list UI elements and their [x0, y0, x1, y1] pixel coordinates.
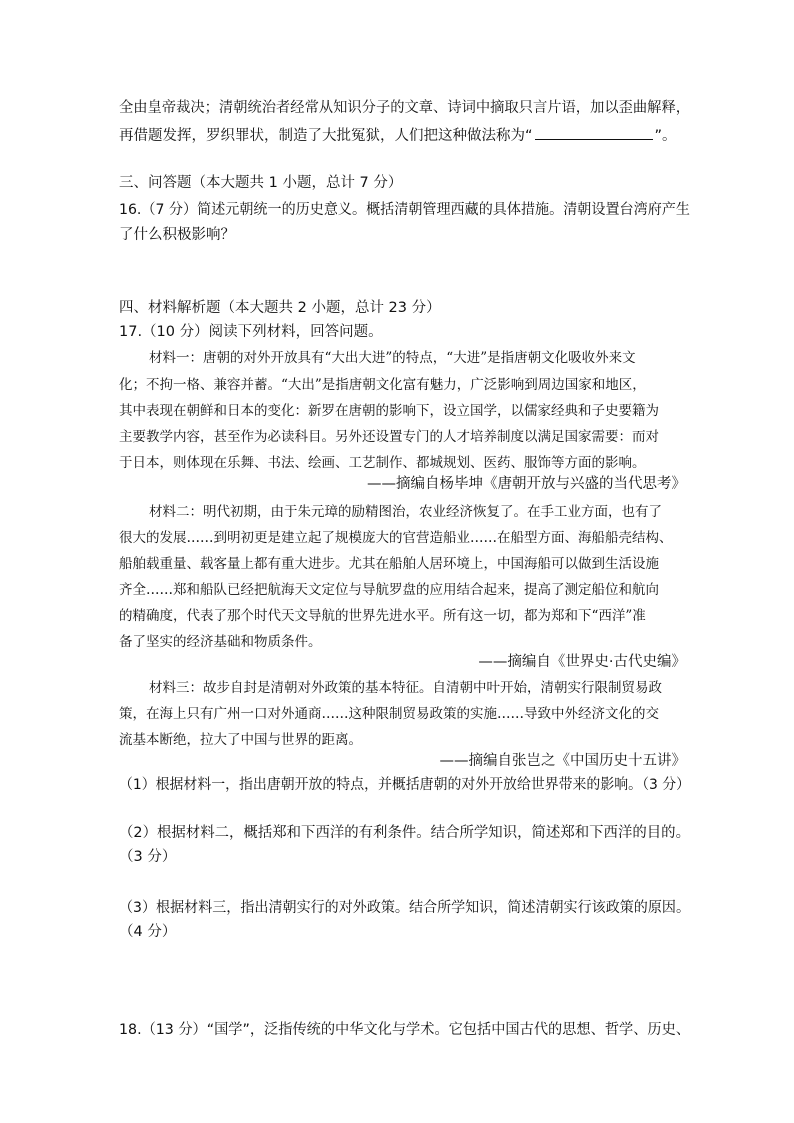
- q17-sub-2-line-1: （2）根据材料二，概括郑和下西洋的有利条件。结合所学知识，简述郑和下西洋的目的。: [119, 825, 690, 841]
- q17-intro: 17.（10 分）阅读下列材料，回答问题。: [119, 324, 383, 340]
- section-3-heading: 三、问答题（本大题共 1 小题，总计 7 分）: [119, 175, 403, 191]
- q17-sub-2-line-2: （3 分）: [119, 849, 177, 865]
- material-2-line-2: 很大的发展……到明初更是建立起了规模庞大的官营造船业……在船型方面、海船船壳结构、: [119, 530, 673, 546]
- material-3-line-3: 流基本断绝，拉大了中国与世界的距离。: [119, 732, 362, 748]
- material-3-line-1: 材料三：故步自封是清朝对外政策的基本特征。自清朝中叶开始，清朝实行限制贸易政: [149, 680, 662, 696]
- q16-line-2: 了什么积极影响？: [119, 227, 235, 243]
- q17-sub-1: （1）根据材料一，指出唐朝开放的特点，并概括唐朝的对外开放给世界带来的影响。（3 分）: [119, 777, 691, 793]
- section-4-heading: 四、材料解析题（本大题共 2 小题，总计 23 分）: [119, 300, 441, 316]
- material-1-line-4: 主要教学内容，甚至作为必读科目。另外还设置专门的人才培养制度以满足国家需要：而对: [119, 429, 659, 445]
- q17-sub-3-line-2: （4 分）: [119, 924, 177, 940]
- material-1-line-3: 其中表现在朝鲜和日本的变化：新罗在唐朝的影响下，设立国学，以儒家经典和子史要籍为: [119, 403, 659, 419]
- material-2-line-6: 备了坚实的经济基础和物质条件。: [119, 634, 322, 650]
- material-2-line-3: 船舶载重量、载客量上都有重大进步。尤其在船舶人居环境上，中国海船可以做到生活设施: [119, 556, 659, 572]
- material-1-line-1: 材料一：唐朝的对外开放具有“大出大进”的特点，“大进”是指唐朝文化吸收外来文: [149, 350, 636, 366]
- q18-line-1: 18.（13 分）“国学”，泛指传统的中华文化与学术。它包括中国古代的思想、哲学、历史、: [119, 1022, 691, 1038]
- material-3-source: ——摘编自张岂之《中国历史十五讲》: [439, 753, 686, 769]
- q16-line-1: 16.（7 分）简述元朝统一的历史意义。概括清朝管理西藏的具体措施。清朝设置台湾府产生: [119, 202, 690, 218]
- material-2-source: ——摘编自《世界史·古代史编》: [478, 654, 686, 670]
- q15-text-line-2-end: ”。: [654, 128, 677, 144]
- q15-text-line-1: 全由皇帝裁决；清朝统治者经常从知识分子的文章、诗词中摘取只言片语，加以歪曲解释，: [119, 100, 691, 116]
- material-3-line-2: 策，在海上只有广州一口对外通商……这种限制贸易政策的实施……导致中外经济文化的交: [119, 706, 659, 722]
- answer-blank: [535, 125, 653, 140]
- material-1-source: ——摘编自杨毕坤《唐朝开放与兴盛的当代思考》: [367, 476, 686, 492]
- material-2-line-4: 齐全……郑和船队已经把航海天文定位与导航罗盘的应用结合起来，提高了测定船位和航向: [119, 582, 659, 598]
- q15-text-line-2-start: 再借题发挥，罗织罪状，制造了大批冤狱，人们把这种做法称为“: [119, 128, 533, 144]
- material-2-line-5: 的精确度，代表了那个时代天文导航的世界先进水平。所有这一切，都为郑和下“西洋”准: [119, 608, 646, 624]
- material-1-line-2: 化；不拘一格、兼容并蓄。“大出”是指唐朝文化富有魅力，广泛影响到周边国家和地区，: [119, 377, 646, 393]
- q17-sub-3-line-1: （3）根据材料三，指出清朝实行的对外政策。结合所学知识，简述清朝实行该政策的原因。: [119, 900, 691, 916]
- material-1-line-5: 于日本，则体现在乐舞、书法、绘画、工艺制作、都城规划、医药、服饰等方面的影响。: [119, 455, 646, 471]
- material-2-line-1: 材料二：明代初期，由于朱元璋的励精图治，农业经济恢复了。在手工业方面，也有了: [149, 504, 662, 520]
- q15-text-line-2: [119, 125, 677, 146]
